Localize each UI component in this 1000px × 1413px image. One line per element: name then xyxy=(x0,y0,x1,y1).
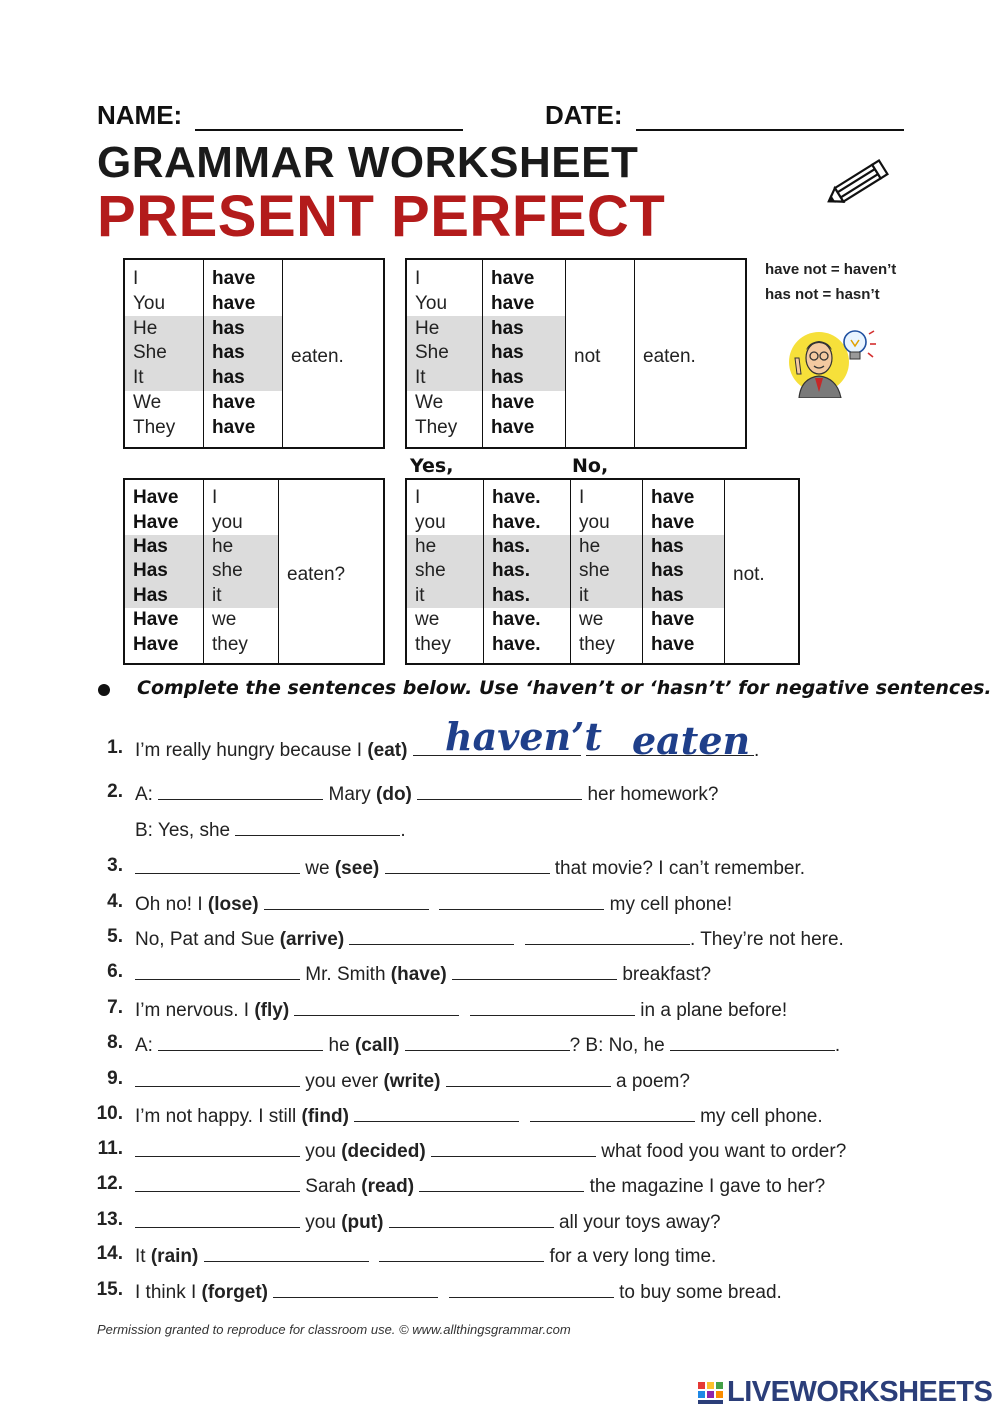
exercise-4 xyxy=(95,891,955,917)
exercise-number: 6. xyxy=(107,961,123,982)
verb-cell: have xyxy=(483,391,566,416)
subject-cell: I xyxy=(415,267,421,289)
no-subject-cell: we xyxy=(571,608,643,632)
negation-cell: not xyxy=(566,259,635,448)
no-verb-cell: has xyxy=(643,535,725,559)
subject-cell: She xyxy=(406,341,483,366)
exercise-text xyxy=(135,1032,840,1057)
verb-cell: has xyxy=(483,341,566,366)
exercise-number: 5. xyxy=(107,926,123,947)
sentence-text: I’m really hungry because I xyxy=(135,740,368,761)
yes-verb-cell: have. xyxy=(484,632,571,664)
verb-cell: have xyxy=(204,291,283,316)
yes-subject-cell: she xyxy=(406,559,484,583)
exercise-text xyxy=(135,855,805,880)
sentence-text: that movie? I can’t remember. xyxy=(549,858,806,879)
sentence-text: A: xyxy=(135,784,159,805)
sentence-text: a poem? xyxy=(610,1071,690,1092)
answer-blank[interactable] xyxy=(135,1068,300,1087)
aux-cell: Has xyxy=(124,584,204,608)
handwritten-answer-2: eaten xyxy=(632,718,751,763)
answer-blank[interactable] xyxy=(235,817,400,836)
sentence-end: . xyxy=(400,820,406,841)
sentence-text: what food you want to order? xyxy=(595,1141,847,1162)
yes-verb-cell: has. xyxy=(484,584,571,608)
verb-cell: has xyxy=(483,366,566,391)
sentence-text: all your toys away? xyxy=(553,1212,721,1233)
verb-hint: (read) xyxy=(361,1176,415,1197)
answer-blank[interactable] xyxy=(158,1032,323,1051)
yes-verb-cell: have. xyxy=(484,608,571,632)
verb-cell: have xyxy=(204,259,283,291)
verb-hint: (rain) xyxy=(150,1246,199,1267)
handwritten-answer-1: haven’t xyxy=(445,714,602,759)
subject-cell: We xyxy=(133,392,162,414)
subject-cell: We xyxy=(415,392,444,414)
copyright-footer: Permission granted to reproduce for classroom use. © www.allthingsgrammar.com xyxy=(97,1322,571,1337)
answer-blank[interactable] xyxy=(530,1103,695,1122)
answer-blank[interactable] xyxy=(135,1209,300,1228)
exercise-13 xyxy=(95,1209,955,1235)
no-subject-cell: he xyxy=(571,535,643,559)
no-subject-cell: she xyxy=(571,559,643,583)
verb-hint: (forget) xyxy=(201,1282,269,1303)
sentence-text: for a very long time. xyxy=(544,1246,717,1267)
aux-cell: Have xyxy=(133,487,179,509)
verb-hint: (write) xyxy=(383,1071,441,1092)
answer-blank[interactable] xyxy=(419,1173,584,1192)
answer-blank[interactable] xyxy=(158,781,323,800)
no-verb-cell: have xyxy=(643,511,725,535)
answer-blank[interactable] xyxy=(417,781,582,800)
verb-hint: (see) xyxy=(334,858,380,879)
exercise-text xyxy=(135,1279,782,1304)
worksheet-title: GRAMMAR WORKSHEET xyxy=(97,138,639,187)
exercise-number: 12. xyxy=(96,1173,123,1194)
exercise-number: 3. xyxy=(107,855,123,876)
subject-cell: they xyxy=(204,632,279,664)
verb-hint: (have) xyxy=(390,964,447,985)
aux-cell: Has xyxy=(124,535,204,559)
date-field xyxy=(545,100,904,131)
sentence-text: to buy some bread. xyxy=(613,1282,782,1303)
exercise-number: 2. xyxy=(107,781,123,802)
subject-cell: I xyxy=(133,267,139,289)
exercise-text xyxy=(135,926,844,951)
subject-cell: it xyxy=(204,584,279,608)
sentence-text: Sarah xyxy=(300,1176,362,1197)
subject-cell: we xyxy=(204,608,279,632)
exercise-8 xyxy=(95,1032,955,1058)
yes-subject-cell: he xyxy=(406,535,484,559)
exercise-10 xyxy=(95,1103,955,1129)
exercise-9 xyxy=(95,1068,955,1094)
exercise-15 xyxy=(95,1279,955,1305)
exercise-number: 7. xyxy=(107,997,123,1018)
brand-name: LIVEWORKSHEETS xyxy=(727,1376,993,1408)
yes-subject-cell: it xyxy=(406,584,484,608)
subject-cell: It xyxy=(124,366,204,391)
exercise-text xyxy=(135,891,732,916)
exercise-2b xyxy=(95,817,955,843)
verb-hint: (eat) xyxy=(367,740,408,761)
exercise-number: 15. xyxy=(96,1279,123,1300)
exercise-number: 11. xyxy=(97,1138,123,1159)
exercise-6 xyxy=(95,961,955,987)
answer-blank[interactable] xyxy=(379,1243,544,1262)
answer-blank[interactable] xyxy=(135,855,300,874)
answer-blank[interactable] xyxy=(449,1279,614,1298)
no-verb-cell: has xyxy=(643,584,725,608)
aux-cell: Has xyxy=(124,559,204,583)
sentence-text: he xyxy=(323,1035,355,1056)
answer-blank[interactable] xyxy=(431,1138,596,1157)
answer-blank[interactable] xyxy=(135,961,300,980)
exercise-text xyxy=(135,1068,690,1093)
exercise-text xyxy=(135,1209,721,1234)
exercise-text xyxy=(135,997,787,1022)
subject-cell: She xyxy=(124,341,204,366)
worksheet-topic: PRESENT PERFECT xyxy=(97,184,666,249)
exercise-number: 1. xyxy=(107,737,123,758)
answer-blank[interactable] xyxy=(470,997,635,1016)
sentence-text: It xyxy=(135,1246,151,1267)
yes-subject-cell: they xyxy=(415,633,451,655)
subject-cell: You xyxy=(133,292,166,314)
sentence-text: I’m not happy. I still xyxy=(135,1106,302,1127)
sentence-text: her homework? xyxy=(582,784,719,805)
subject-cell: You xyxy=(415,292,448,314)
sentence-text: I’m nervous. I xyxy=(135,1000,255,1021)
answer-blank[interactable] xyxy=(452,961,617,980)
exercise-text xyxy=(135,961,711,986)
exercise-number: 10. xyxy=(96,1103,123,1124)
exercise-12 xyxy=(95,1173,955,1199)
answer-blank[interactable] xyxy=(525,926,690,945)
verb-cell: have xyxy=(204,416,283,448)
no-subject-cell: it xyxy=(571,584,643,608)
yes-verb-cell: has. xyxy=(484,535,571,559)
verb-hint: (decided) xyxy=(341,1141,426,1162)
aux-cell: Have xyxy=(133,609,179,631)
sentence-text: the magazine I gave to her? xyxy=(584,1176,826,1197)
answer-blank[interactable] xyxy=(204,1243,369,1262)
subject-cell: you xyxy=(204,511,279,535)
sentence-text: my cell phone! xyxy=(604,894,733,915)
yes-subject-cell: you xyxy=(415,511,446,533)
exercise-number: 4. xyxy=(107,891,123,912)
verb-cell: have xyxy=(204,391,283,416)
no-subject-cell: they xyxy=(571,632,643,664)
answer-blank[interactable] xyxy=(349,926,514,945)
answer-blank[interactable] xyxy=(294,997,459,1016)
exercise-text xyxy=(135,817,406,842)
subject-cell: It xyxy=(406,366,483,391)
verb-hint: (lose) xyxy=(207,894,259,915)
liveworksheets-logo-icon xyxy=(697,1380,725,1406)
sentence-text: Mary xyxy=(323,784,377,805)
exercise-number: 14. xyxy=(96,1243,123,1264)
affirmative-table xyxy=(123,258,385,449)
answer-blank[interactable] xyxy=(670,1032,835,1051)
verb-hint: (arrive) xyxy=(279,929,345,950)
sentence-text: Mr. Smith xyxy=(300,964,391,985)
exercise-5 xyxy=(95,926,955,952)
exercise-text xyxy=(135,781,718,806)
sentence-text: you xyxy=(300,1141,342,1162)
verb-hint: (put) xyxy=(341,1212,384,1233)
subject-cell: They xyxy=(133,417,176,439)
yes-verb-cell: have. xyxy=(484,511,571,535)
verb-cell: have xyxy=(483,291,566,316)
exercise-number: 13. xyxy=(96,1209,123,1230)
exercise-11 xyxy=(95,1138,955,1164)
yes-subject-cell: I xyxy=(415,487,421,509)
yes-verb-cell: has. xyxy=(484,559,571,583)
instructions: Complete the sentences below. Use ‘haven’t or ‘hasn’t’ for negative sentences. xyxy=(137,677,992,699)
date-label: DATE: xyxy=(545,100,623,130)
short-answer-table xyxy=(405,478,800,665)
exercise-7 xyxy=(95,997,955,1023)
verb-cell: has xyxy=(204,341,283,366)
sentence-text: breakfast? xyxy=(617,964,712,985)
negative-table xyxy=(405,258,747,449)
no-verb-cell: have xyxy=(643,479,725,511)
sentence-text: ? B: No, he xyxy=(569,1035,670,1056)
verb-hint: (fly) xyxy=(254,1000,290,1021)
date-blank[interactable] xyxy=(636,129,904,131)
yes-verb-cell: have. xyxy=(484,479,571,511)
answer-blank[interactable] xyxy=(439,891,604,910)
verb-cell: has xyxy=(204,366,283,391)
exercise-2 xyxy=(95,781,955,807)
yes-subject-cell: we xyxy=(415,609,440,631)
verb-cell: have xyxy=(483,259,566,291)
exercise-number: 9. xyxy=(107,1068,123,1089)
answer-blank[interactable] xyxy=(135,1173,300,1192)
pencil-icon xyxy=(822,152,898,214)
verb-hint: (find) xyxy=(301,1106,349,1127)
verb-hint: (do) xyxy=(376,784,412,805)
name-label: NAME: xyxy=(97,100,183,130)
no-verb-cell: have xyxy=(643,608,725,632)
answer-blank[interactable] xyxy=(446,1068,611,1087)
name-field xyxy=(97,100,463,131)
answer-blank[interactable] xyxy=(273,1279,438,1298)
subject-cell: I xyxy=(204,479,279,511)
answer-blank[interactable] xyxy=(135,1138,300,1157)
answer-blank[interactable] xyxy=(354,1103,519,1122)
no-subject-cell: I xyxy=(571,479,643,511)
question-table xyxy=(123,478,385,665)
negation-cell: not. xyxy=(725,479,800,664)
teacher-lightbulb-icon xyxy=(785,322,877,398)
sentence-text: you xyxy=(300,1212,342,1233)
sentence-text: I think I xyxy=(135,1282,202,1303)
subject-cell: They xyxy=(415,417,458,439)
exercise-text xyxy=(135,1173,825,1198)
subject-cell: he xyxy=(204,535,279,559)
no-subject-cell: you xyxy=(571,511,643,535)
verb-hint: (call) xyxy=(354,1035,400,1056)
yes-label: Yes, xyxy=(410,455,454,477)
participle-cell: eaten. xyxy=(283,259,385,448)
sentence-text: you ever xyxy=(300,1071,384,1092)
answer-blank[interactable] xyxy=(389,1209,554,1228)
exercise-text xyxy=(135,1103,823,1128)
answer-blank[interactable] xyxy=(385,855,550,874)
exercise-14 xyxy=(95,1243,955,1269)
no-label: No, xyxy=(572,455,609,477)
aux-cell: Have xyxy=(133,633,179,655)
subject-cell: He xyxy=(406,316,483,341)
sentence-text: in a plane before! xyxy=(635,1000,788,1021)
sentence-end: . xyxy=(834,1035,841,1056)
exercise-3 xyxy=(95,855,955,881)
sentence-text: B: Yes, she xyxy=(135,820,236,841)
contraction-note-have: have not = haven’t xyxy=(765,261,897,278)
verb-cell: has xyxy=(204,316,283,341)
contraction-note-has: has not = hasn’t xyxy=(765,286,880,303)
exercise-text xyxy=(135,1243,716,1268)
exercise-text xyxy=(135,1138,846,1163)
sentence-text: A: xyxy=(135,1035,159,1056)
answer-blank[interactable] xyxy=(264,891,429,910)
sentence-text: we xyxy=(300,858,335,879)
instruction-bullet xyxy=(98,684,110,696)
sentence-text: Oh no! I xyxy=(135,894,208,915)
verb-cell: have xyxy=(483,416,566,448)
aux-cell: Have xyxy=(133,511,179,533)
subject-cell: she xyxy=(204,559,279,583)
exercise-number: 8. xyxy=(107,1032,123,1053)
no-verb-cell: have xyxy=(643,632,725,664)
sentence-text: . They’re not here. xyxy=(689,929,844,950)
sentence-text: No, Pat and Sue xyxy=(135,929,280,950)
sentence-end: . xyxy=(754,740,760,761)
name-blank[interactable] xyxy=(195,129,463,131)
participle-cell: eaten. xyxy=(635,259,747,448)
sentence-text: my cell phone. xyxy=(694,1106,823,1127)
verb-cell: has xyxy=(483,316,566,341)
no-verb-cell: has xyxy=(643,559,725,583)
participle-cell: eaten? xyxy=(279,479,385,664)
subject-cell: He xyxy=(124,316,204,341)
answer-blank[interactable] xyxy=(405,1032,570,1051)
liveworksheets-logo[interactable] xyxy=(697,1376,992,1409)
